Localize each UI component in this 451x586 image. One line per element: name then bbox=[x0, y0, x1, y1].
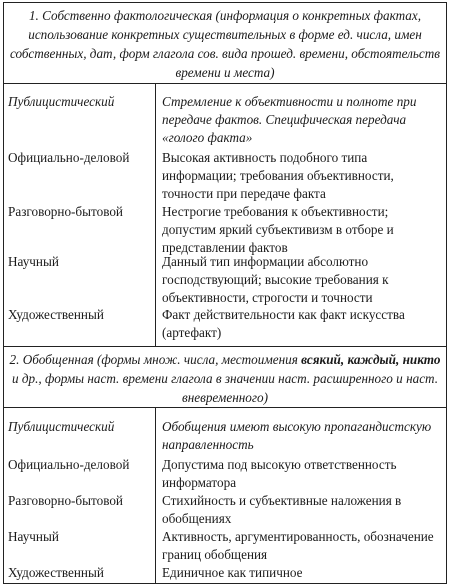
style-description: Высокая активность подобного типа информации; требования объективности, точности при передаче факта bbox=[162, 150, 394, 201]
table-row bbox=[3, 203, 447, 257]
style-description: Нестрогие требования к объективности; допустим яркий субъективизм в отборе и представлении фактов bbox=[162, 204, 394, 255]
style-name: Научный bbox=[8, 529, 59, 544]
section1-header bbox=[3, 2, 447, 84]
style-description: Активность, аргументированность, обозначение границ обобщения bbox=[162, 529, 434, 562]
section2-header-pre: 2. Обобщенная (формы множ. числа, местоимения bbox=[9, 352, 302, 367]
table-row bbox=[3, 149, 447, 205]
style-name: Разговорно-бытовой bbox=[8, 493, 123, 508]
table-row bbox=[3, 93, 447, 151]
style-description: Единичное как типичное bbox=[162, 565, 303, 580]
style-name: Официально-деловой bbox=[8, 150, 130, 165]
style-name: Художественный bbox=[8, 307, 104, 322]
style-name: Разговорно-бытовой bbox=[8, 204, 123, 219]
style-name: Публицистический bbox=[8, 94, 115, 109]
style-description: Данный тип информации абсолютно господствующий; высокие требования к объективности, строгости и точности bbox=[162, 254, 389, 305]
table-row bbox=[3, 253, 447, 307]
section2-header bbox=[3, 346, 447, 408]
style-name: Официально-деловой bbox=[8, 457, 130, 472]
table-row bbox=[3, 418, 447, 458]
table-row bbox=[3, 492, 447, 530]
style-name: Публицистический bbox=[8, 419, 115, 434]
style-name: Научный bbox=[8, 254, 59, 269]
style-description: Факт действительности как факт искусства (артефакт) bbox=[162, 307, 405, 340]
section2-header-post: и др., формы наст. времени глагола в значении наст. расширенного и наст. вневременного) bbox=[11, 371, 439, 405]
table-row bbox=[3, 456, 447, 494]
section2-header-bold: всякий, каждый, никто bbox=[301, 352, 441, 367]
style-description: Стихийность и субъективные наложения в обобщениях bbox=[162, 493, 402, 526]
table-row bbox=[3, 306, 447, 344]
style-description: Обобщения имеют высокую пропагандистскую направленность bbox=[162, 419, 432, 452]
section1-header-text: 1. Собственно фактологическая (информация о конкретных фактах, использование конкретных существительных в форме ед. числа, имен собственных, дат, форм глагола сов. вида прошед. времени, обстоятельств времени и места) bbox=[9, 8, 441, 80]
style-description: Допустима под высокую ответственность информатора bbox=[162, 457, 397, 490]
style-description: Стремление к объективности и полноте при передаче фактов. Специфическая передача «голого факта» bbox=[162, 94, 417, 145]
table-row bbox=[3, 564, 447, 584]
table-row bbox=[3, 528, 447, 566]
style-name: Художественный bbox=[8, 565, 104, 580]
